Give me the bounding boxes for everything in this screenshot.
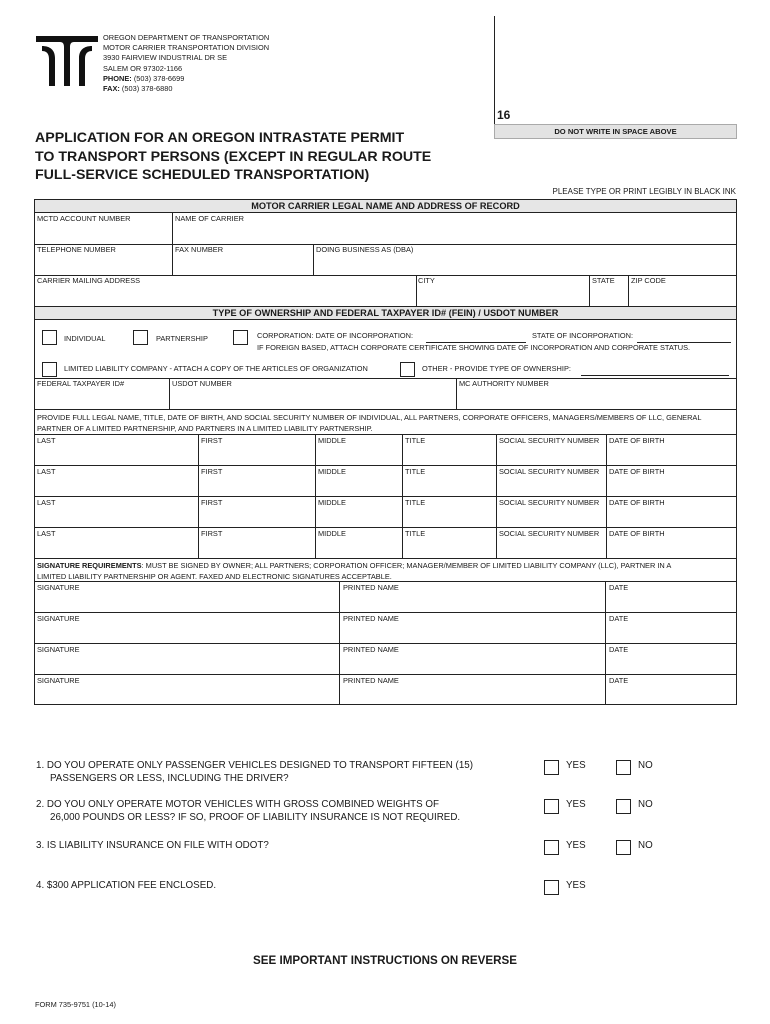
person-field[interactable]: FIRST [201,436,223,445]
person-field[interactable]: SOCIAL SECURITY NUMBER [499,498,600,507]
agency-line: SALEM OR 97302-1166 [103,63,183,73]
other-label: OTHER - PROVIDE TYPE OF OWNERSHIP: [422,364,571,373]
dba-field[interactable]: DOING BUSINESS AS (DBA) [316,245,414,254]
question-1-no-label: NO [638,760,653,771]
question-3-no-checkbox[interactable] [616,840,631,855]
other-ownership-line[interactable] [581,375,729,376]
signature-field[interactable]: SIGNATURE [37,614,80,623]
question-4-yes-checkbox[interactable] [544,880,559,895]
question-2-no-checkbox[interactable] [616,799,631,814]
signature-field[interactable]: DATE [609,614,629,623]
question-3: 3. IS LIABILITY INSURANCE ON FILE WITH ODOT? [36,840,269,851]
office-box-left [494,16,495,124]
question-2-yes-label: YES [566,799,586,810]
question-3-yes-checkbox[interactable] [544,840,559,855]
partnership-label: PARTNERSHIP [156,334,208,343]
ink-instruction: PLEASE TYPE OR PRINT LEGIBLY IN BLACK INK [552,187,736,196]
agency-block [103,33,269,94]
mailing-address-field[interactable]: CARRIER MAILING ADDRESS [37,276,141,285]
question-4: 4. $300 APPLICATION FEE ENCLOSED. [36,880,217,891]
question-2-yes-checkbox[interactable] [544,799,559,814]
other-checkbox[interactable] [400,362,415,377]
telephone-field[interactable]: TELEPHONE NUMBER [37,245,116,254]
agency-line: 3930 FAIRVIEW INDUSTRIAL DR SE [103,53,228,63]
person-field[interactable]: FIRST [201,467,223,476]
signature-field[interactable]: DATE [609,645,629,654]
agency-line: OREGON DEPARTMENT OF TRANSPORTATION [103,33,270,42]
person-field[interactable]: TITLE [405,498,426,507]
person-field[interactable]: SOCIAL SECURITY NUMBER [499,467,600,476]
corporation-checkbox[interactable] [233,330,248,345]
zip-field[interactable]: ZIP CODE [631,276,666,285]
fein-field[interactable]: FEDERAL TAXPAYER ID# [37,379,125,388]
partnership-checkbox[interactable] [133,330,148,345]
office-box-note: DO NOT WRITE IN SPACE ABOVE [494,124,737,139]
question-3-no-label: NO [638,840,653,851]
person-field[interactable]: MIDDLE [318,436,346,445]
agency-fax: FAX: (503) 378-6880 [103,84,173,94]
page-title: APPLICATION FOR AN OREGON INTRASTATE PERMIT TO TRANSPORT PERSONS (EXCEPT IN REGULAR ROUTE FULL-SERVICE SCHEDULED TRANSPORTATION) [35,130,432,183]
mctd-account-field[interactable]: MCTD ACCOUNT NUMBER [37,214,131,223]
question-1-yes-checkbox[interactable] [544,760,559,775]
signature-field[interactable]: DATE [609,676,629,685]
corporation-label: CORPORATION: DATE OF INCORPORATION: [257,331,414,340]
odot-logo [34,34,100,88]
person-field[interactable]: TITLE [405,436,426,445]
person-field[interactable]: SOCIAL SECURITY NUMBER [499,529,600,538]
question-1: 1. DO YOU OPERATE ONLY PASSENGER VEHICLES DESIGNED TO TRANSPORT FIFTEEN (15) PASSENGERS OR LESS, INCLUDING THE DRIVER? [36,760,473,784]
person-field[interactable]: FIRST [201,529,223,538]
person-field[interactable]: MIDDLE [318,467,346,476]
carrier-name-field[interactable]: NAME OF CARRIER [175,214,244,223]
signature-field[interactable]: SIGNATURE [37,676,80,685]
question-2-no-label: NO [638,799,653,810]
person-field[interactable]: LAST [37,436,56,445]
see-instructions: SEE IMPORTANT INSTRUCTIONS ON REVERSE [253,954,517,967]
section2-header: TYPE OF OWNERSHIP AND FEDERAL TAXPAYER ID# (FEIN) / USDOT NUMBER [35,306,736,320]
agency-line: MOTOR CARRIER TRANSPORTATION DIVISION [103,43,270,53]
person-field[interactable]: SOCIAL SECURITY NUMBER [499,436,600,445]
signature-field[interactable]: DATE [609,583,629,592]
signature-field[interactable]: PRINTED NAME [343,676,399,685]
llc-checkbox[interactable] [42,362,57,377]
question-4-yes-label: YES [566,880,586,891]
agency-phone: PHONE: (503) 378-6699 [103,73,185,83]
person-field[interactable]: DATE OF BIRTH [609,467,665,476]
signature-field[interactable]: PRINTED NAME [343,645,399,654]
person-field[interactable]: LAST [37,498,56,507]
question-2: 2. DO YOU ONLY OPERATE MOTOR VEHICLES WITH GROSS COMBINED WEIGHTS OF 26,000 POUNDS OR LESS? IF SO, PROOF OF LIABILITY INSURANCE IS NOT REQUIRED. [36,799,461,823]
person-field[interactable]: FIRST [201,498,223,507]
person-field[interactable]: DATE OF BIRTH [609,498,665,507]
state-incorporation-label: STATE OF INCORPORATION: [532,331,634,340]
question-3-yes-label: YES [566,840,586,851]
person-field[interactable]: DATE OF BIRTH [609,529,665,538]
person-field[interactable]: LAST [37,467,56,476]
individual-label: INDIVIDUAL [64,334,106,343]
person-field[interactable]: TITLE [405,467,426,476]
form-number: FORM 735-9751 (10-14) [35,1000,116,1009]
signature-field[interactable]: PRINTED NAME [343,614,399,623]
section1-header: MOTOR CARRIER LEGAL NAME AND ADDRESS OF RECORD [35,199,736,213]
city-field[interactable]: CITY [418,276,435,285]
question-1-no-checkbox[interactable] [616,760,631,775]
person-field[interactable]: DATE OF BIRTH [609,436,665,445]
office-box-number: 16 [497,108,511,122]
signature-field[interactable]: SIGNATURE [37,645,80,654]
signature-requirements: SIGNATURE REQUIREMENTS: MUST BE SIGNED BY OWNER; ALL PARTNERS; CORPORATION OFFICER; MANAGER/MEMBER OF LIMITED LIABILITY COMPANY (LLC), PARTNER IN A LIMITED LIABILITY PARTNERSHIP OR AGENT. FAXED AND ELECTRONIC SIGNATURES ACCEPTABLE. [37,561,672,581]
fax-field[interactable]: FAX NUMBER [175,245,224,254]
foreign-based-note: IF FOREIGN BASED, ATTACH CORPORATE CERTIFICATE SHOWING DATE OF INCORPORATION AND CORPORATE STATUS. [257,343,691,352]
person-field[interactable]: MIDDLE [318,529,346,538]
individual-checkbox[interactable] [42,330,57,345]
signature-field[interactable]: SIGNATURE [37,583,80,592]
person-field[interactable]: MIDDLE [318,498,346,507]
mc-authority-field[interactable]: MC AUTHORITY NUMBER [459,379,549,388]
llc-label: LIMITED LIABILITY COMPANY - ATTACH A COPY OF THE ARTICLES OF ORGANIZATION [64,364,368,373]
question-1-yes-label: YES [566,760,586,771]
state-field[interactable]: STATE [592,276,615,285]
person-field[interactable]: TITLE [405,529,426,538]
person-field[interactable]: LAST [37,529,56,538]
signature-field[interactable]: PRINTED NAME [343,583,399,592]
provide-instructions: PROVIDE FULL LEGAL NAME, TITLE, DATE OF BIRTH, AND SOCIAL SECURITY NUMBER OF INDIVIDUAL, ALL PARTNERS, CORPORATE OFFICERS, MANAGERS/MEMBERS OF LLC, GENERAL PARTNER OF A LIMITED PARTNERSHIP, AND PARTNERS IN A LIMITED LIABILITY PARTNERSHIP. [37,413,702,433]
usdot-field[interactable]: USDOT NUMBER [172,379,232,388]
